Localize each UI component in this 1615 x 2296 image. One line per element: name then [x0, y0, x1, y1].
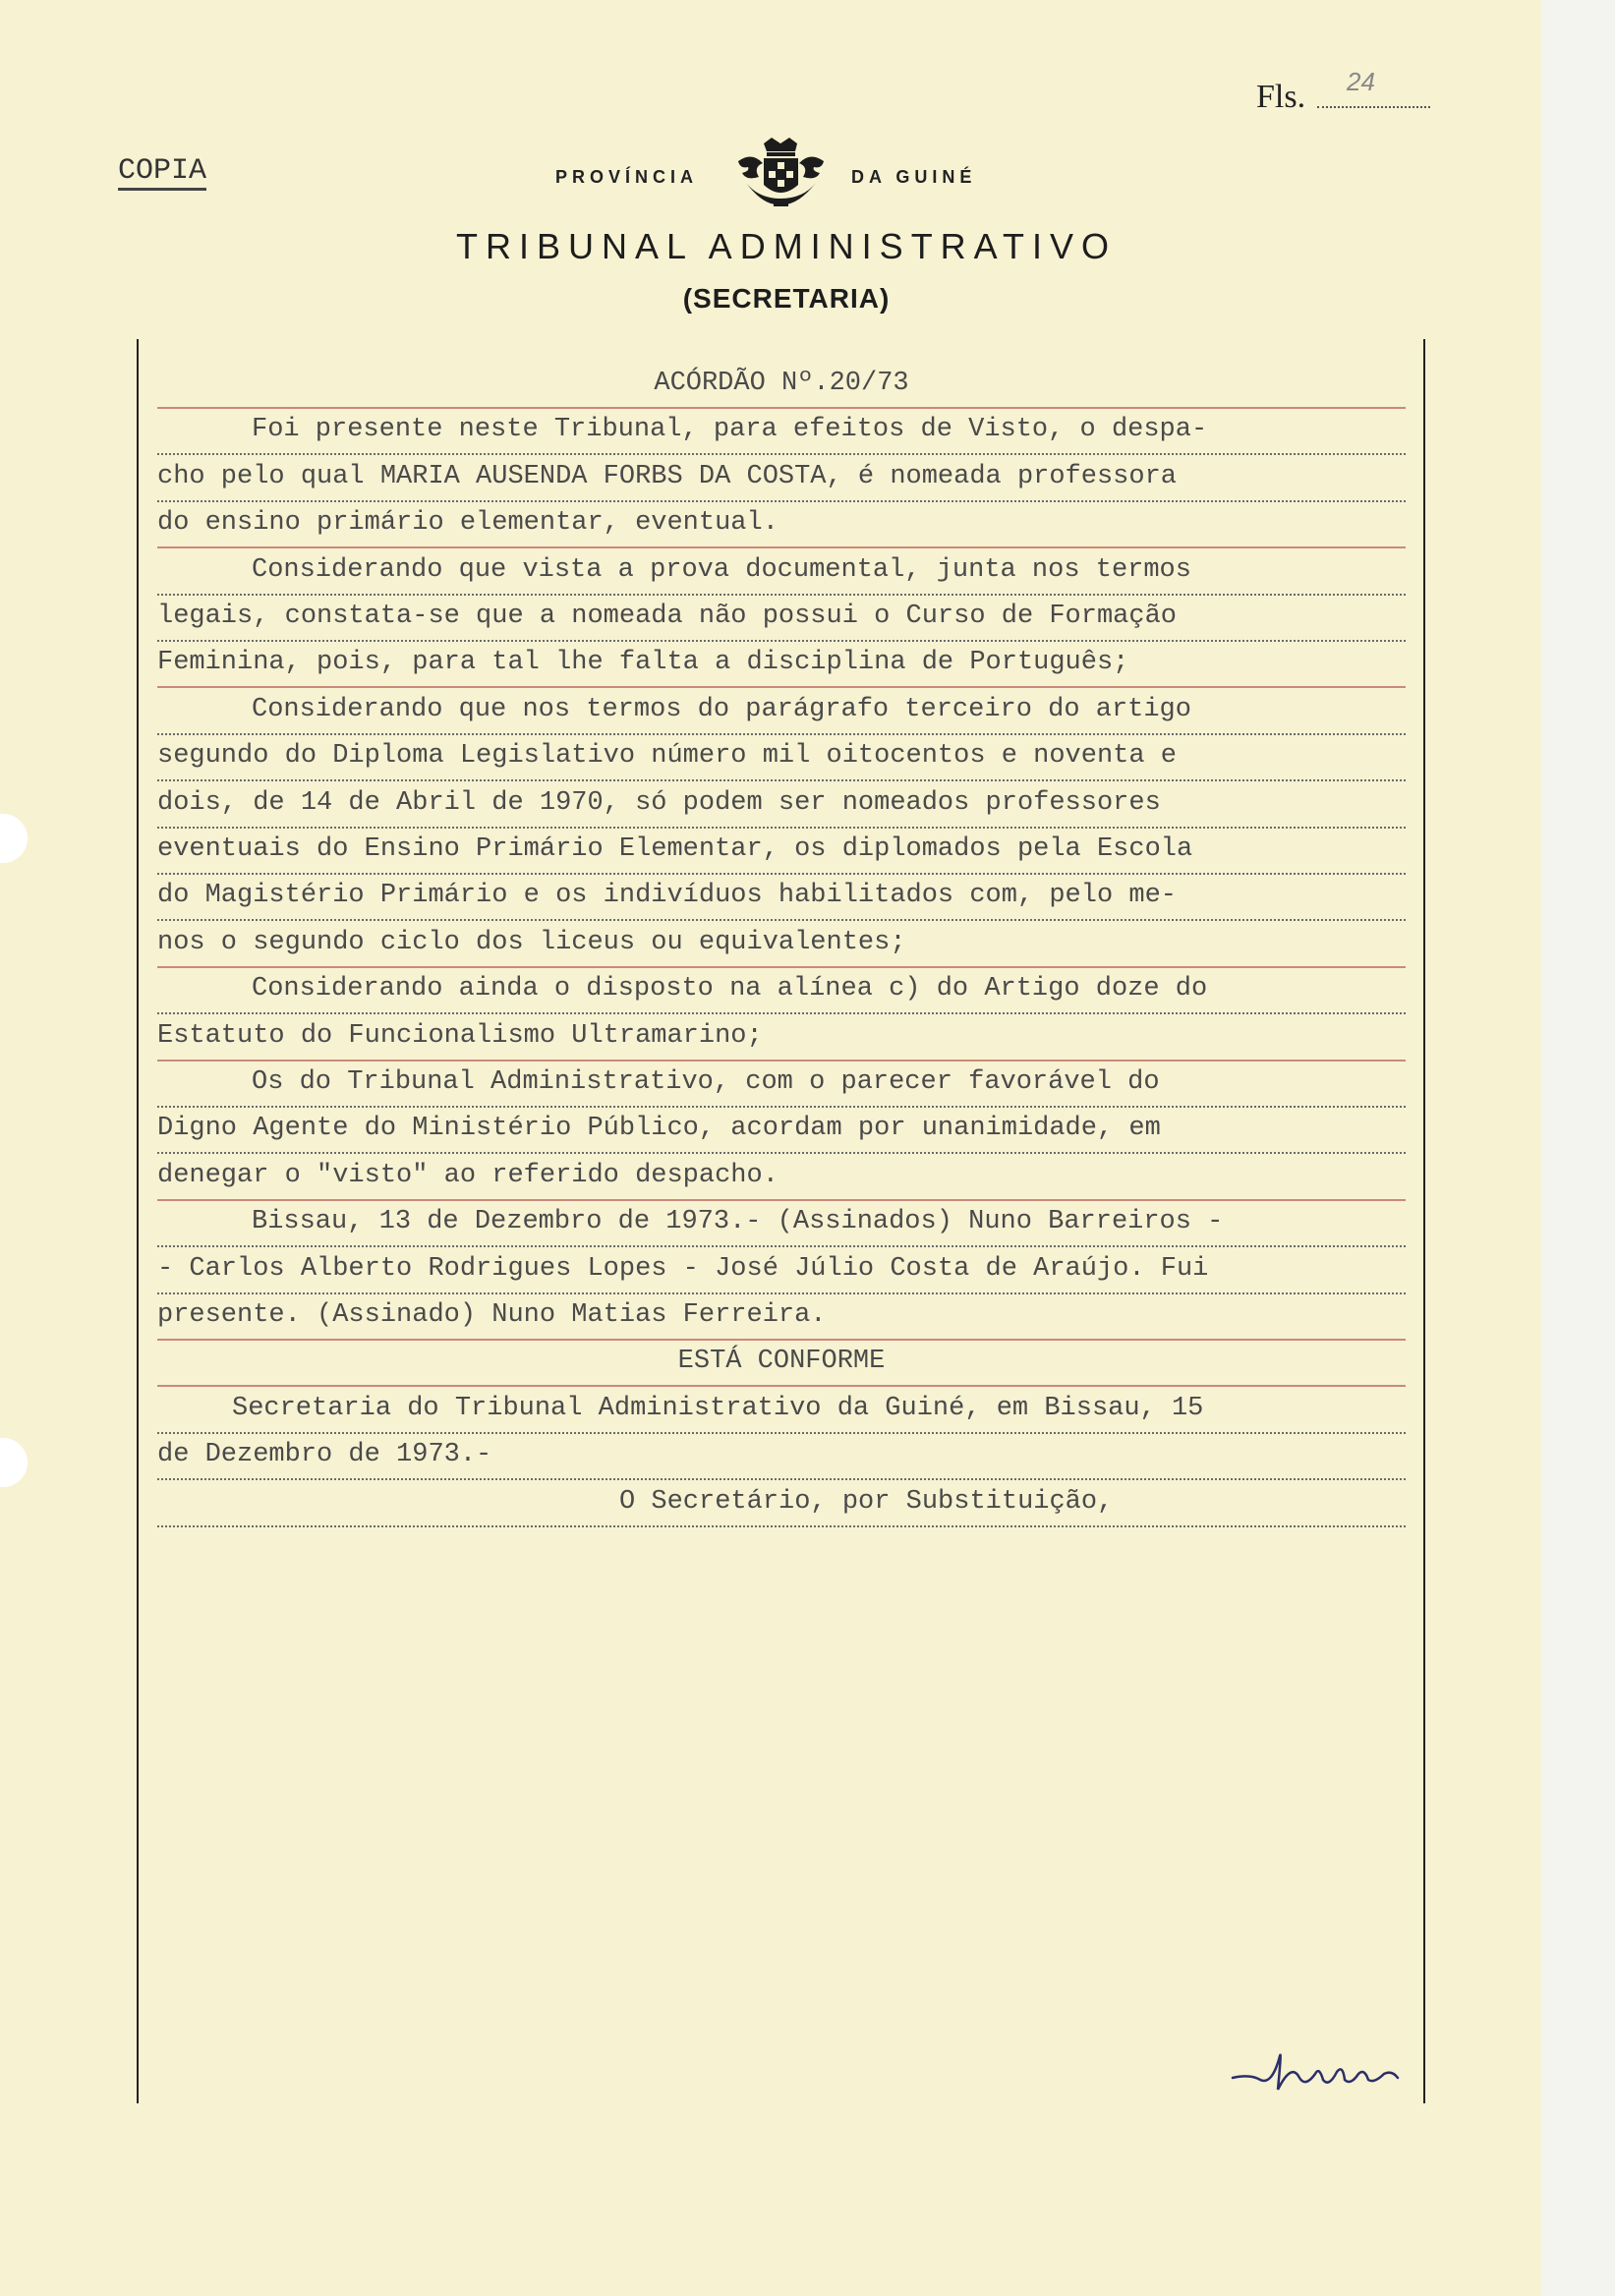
text-line	[157, 1295, 1406, 1341]
text-line	[157, 410, 1406, 455]
provincia-label: PROVÍNCIA	[555, 167, 699, 187]
text-line	[157, 1435, 1406, 1480]
text-line-content: de Dezembro de 1973.-	[157, 1440, 492, 1470]
scan-background	[1541, 0, 1615, 2296]
text-line	[157, 783, 1406, 829]
guine-label: DA GUINÉ	[851, 167, 977, 187]
text-line	[157, 1109, 1406, 1154]
folio-line	[1317, 106, 1430, 108]
text-line	[157, 1249, 1406, 1294]
text-line-content: Secretaria do Tribunal Administrativo da Guiné, em Bissau, 15	[232, 1393, 1204, 1423]
punch-hole	[0, 1438, 28, 1487]
text-line-content: dois, de 14 de Abril de 1970, só podem ser nomeados professores	[157, 787, 1161, 818]
text-line	[157, 550, 1406, 596]
text-line	[157, 1202, 1406, 1247]
text-line	[157, 1342, 1406, 1387]
coat-of-arms-icon	[734, 138, 828, 211]
text-line-content: Os do Tribunal Administrativo, com o parecer favorável do	[252, 1067, 1160, 1097]
text-line-content: segundo do Diploma Legislativo número mil oitocentos e noventa e	[157, 741, 1177, 772]
text-line-content: - Carlos Alberto Rodrigues Lopes - José Júlio Costa de Araújo. Fui	[157, 1253, 1209, 1284]
text-line-content: O Secretário, por Substituição,	[619, 1486, 1114, 1517]
signature-icon	[1221, 2035, 1417, 2103]
text-line	[157, 1156, 1406, 1201]
text-line	[157, 503, 1406, 548]
text-line-content: Estatuto do Funcionalismo Ultramarino;	[157, 1020, 763, 1051]
text-line	[157, 690, 1406, 735]
tribunal-title: TRIBUNAL ADMINISTRATIVO	[455, 226, 1118, 266]
text-line-content: Feminina, pois, para tal lhe falta a disciplina de Português;	[157, 648, 1129, 678]
text-line	[157, 1482, 1406, 1527]
text-line-content: do ensino primário elementar, eventual.	[157, 508, 779, 539]
left-margin-rule	[137, 339, 139, 2103]
text-line-content: denegar o "visto" ao referido despacho.	[157, 1160, 779, 1190]
right-margin-rule	[1423, 339, 1425, 2103]
text-line-content: do Magistério Primário e os indivíduos habilitados com, pelo me-	[157, 881, 1177, 911]
text-line-content: ACÓRDÃO Nº.20/73	[654, 369, 909, 398]
text-line-content: presente. (Assinado) Nuno Matias Ferreira.	[157, 1300, 827, 1330]
text-line-content: Considerando ainda o disposto na alínea c) do Artigo doze do	[252, 974, 1208, 1004]
punch-hole	[0, 814, 28, 863]
secretaria-subtitle: (SECRETARIA)	[682, 283, 891, 314]
text-line-content: Bissau, 13 de Dezembro de 1973.- (Assinados) Nuno Barreiros -	[252, 1207, 1224, 1237]
text-line	[157, 1016, 1406, 1062]
text-line	[157, 597, 1406, 642]
text-line-content: Considerando que vista a prova documental, junta nos termos	[252, 554, 1191, 585]
text-line-content: Foi presente neste Tribunal, para efeitos de Visto, o despa-	[252, 415, 1208, 445]
text-line-content: nos o segundo ciclo dos liceus ou equivalentes;	[157, 927, 906, 957]
text-line-content: eventuais do Ensino Primário Elementar, os diplomados pela Escola	[157, 834, 1193, 864]
copy-mark: COPIA	[118, 155, 206, 191]
text-line-content: cho pelo qual MARIA AUSENDA FORBS DA COSTA, é nomeada professora	[157, 461, 1177, 491]
folio-label: Fls.	[1256, 79, 1306, 115]
text-line	[157, 876, 1406, 921]
text-line-content: Digno Agente do Ministério Público, acordam por unanimidade, em	[157, 1114, 1161, 1144]
text-line	[157, 736, 1406, 781]
folio-number: 24	[1347, 67, 1375, 96]
text-line	[157, 457, 1406, 502]
text-line	[157, 1062, 1406, 1108]
text-line-content: ESTÁ CONFORME	[677, 1347, 886, 1377]
text-line	[157, 1389, 1406, 1434]
text-line	[157, 923, 1406, 968]
text-line	[157, 643, 1406, 688]
text-line	[157, 830, 1406, 875]
text-line	[157, 364, 1406, 409]
text-line-content: Considerando que nos termos do parágrafo terceiro do artigo	[252, 694, 1191, 724]
text-line	[157, 969, 1406, 1014]
text-line-content: legais, constata-se que a nomeada não possui o Curso de Formação	[157, 602, 1177, 631]
